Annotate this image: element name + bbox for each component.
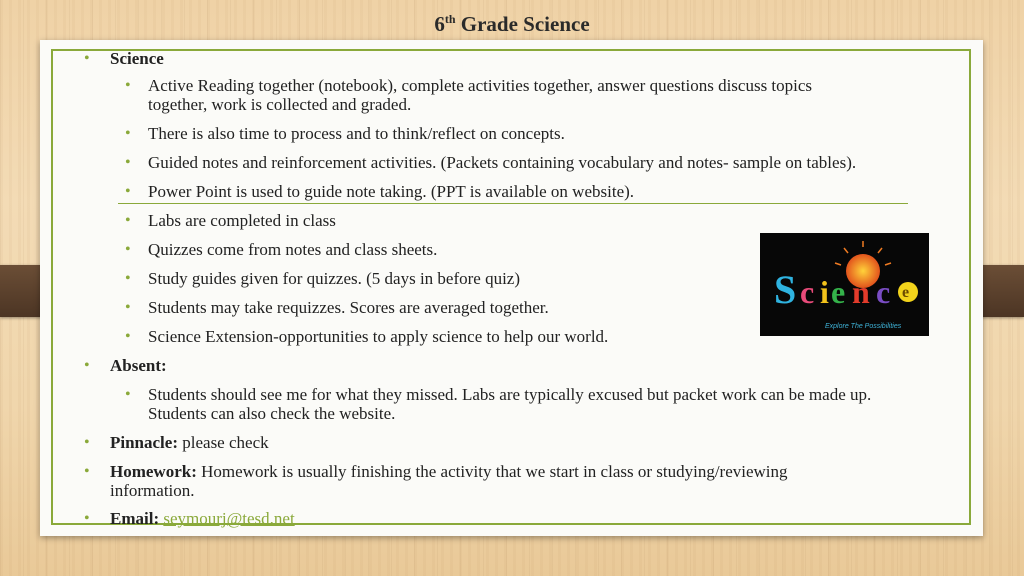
bullet-pinnacle-text: please check bbox=[178, 433, 269, 452]
science-item: • Guided notes and reinforcement activities. (Packets containing vocabulary and notes- sample on tables). bbox=[125, 153, 857, 172]
bullet-pinnacle-label: Pinnacle: bbox=[110, 433, 178, 452]
logo-letter-n: n bbox=[852, 274, 870, 310]
bullet-homework-label: Homework: bbox=[110, 462, 197, 481]
science-item-text: Active Reading together (notebook), complete activities together, answer questions discuss topics together, work is collected and graded. bbox=[148, 76, 813, 114]
logo-letter-s: S bbox=[774, 267, 797, 312]
bullet-homework: • Homework: Homework is usually finishing the activity that we start in class or studying/reviewing information. bbox=[84, 462, 788, 500]
science-logo-graphic bbox=[760, 233, 929, 336]
science-logo-image bbox=[760, 233, 929, 336]
science-item-text: There is also time to process and to think/reflect on concepts. bbox=[148, 124, 565, 143]
science-item: • Labs are completed in class bbox=[125, 211, 336, 230]
science-item-text: Students may take requizzes. Scores are averaged together. bbox=[148, 298, 549, 317]
science-item-text: Study guides given for quizzes. (5 days in before quiz) bbox=[148, 269, 521, 288]
bullet-absent: • Absent: bbox=[84, 356, 167, 375]
science-item-text: Guided notes and reinforcement activities. (Packets containing vocabulary and notes- sample on tables). bbox=[148, 153, 857, 172]
bullet-science: • Science bbox=[84, 49, 164, 68]
science-item-text: Quizzes come from notes and class sheets. bbox=[148, 240, 438, 259]
science-item: • There is also time to process and to think/reflect on concepts. bbox=[125, 124, 565, 143]
svg-text:e: e bbox=[902, 284, 910, 301]
science-item-text: Science Extension-opportunities to apply science to help our world. bbox=[148, 327, 609, 346]
absent-item-text: Students should see me for what they missed. Labs are typically excused but packet work can be made up. Students can also check the website. bbox=[148, 385, 872, 423]
bullet-email-label: Email: bbox=[110, 509, 160, 528]
absent-item: • Students should see me for what they missed. Labs are typically excused but packet work can be made up. Students can also check the website. bbox=[125, 385, 872, 423]
science-item: • Study guides given for quizzes. (5 days in before quiz) bbox=[125, 269, 521, 288]
logo-letter-c: c bbox=[800, 274, 815, 310]
bullet-homework-text: Homework is usually finishing the activity that we start in class or studying/reviewing information. bbox=[110, 462, 788, 500]
science-item: • Power Point is used to guide note taking. (PPT is available on website). bbox=[125, 182, 635, 201]
bullet-science-label: Science bbox=[110, 49, 164, 68]
science-item: • Science Extension-opportunities to apply science to help our world. bbox=[125, 327, 609, 346]
science-item-text: Labs are completed in class bbox=[148, 211, 336, 230]
page-title: 6th Grade Science bbox=[434, 12, 590, 36]
email-link[interactable]: seymourj@tesd.net bbox=[163, 509, 295, 528]
science-item: • Quizzes come from notes and class sheets. bbox=[125, 240, 438, 259]
bullet-list bbox=[84, 47, 874, 538]
science-item-text: Power Point is used to guide note taking. (PPT is available on website). bbox=[148, 182, 635, 201]
bullet-pinnacle: • Pinnacle: please check bbox=[84, 433, 269, 452]
bullet-absent-label: Absent: bbox=[110, 356, 167, 375]
logo-letter-e: e bbox=[831, 274, 846, 310]
bullet-email: • Email: seymourj@tesd.net bbox=[84, 509, 295, 528]
science-item: • Students may take requizzes. Scores are averaged together. bbox=[125, 298, 549, 317]
science-item: • Active Reading together (notebook), complete activities together, answer questions discuss topics together, work is collected and graded. bbox=[125, 76, 813, 114]
logo-letter-c2: c bbox=[876, 274, 891, 310]
logo-letter-i: i bbox=[820, 274, 829, 310]
logo-tagline: Explore The Possibilities bbox=[825, 323, 902, 330]
